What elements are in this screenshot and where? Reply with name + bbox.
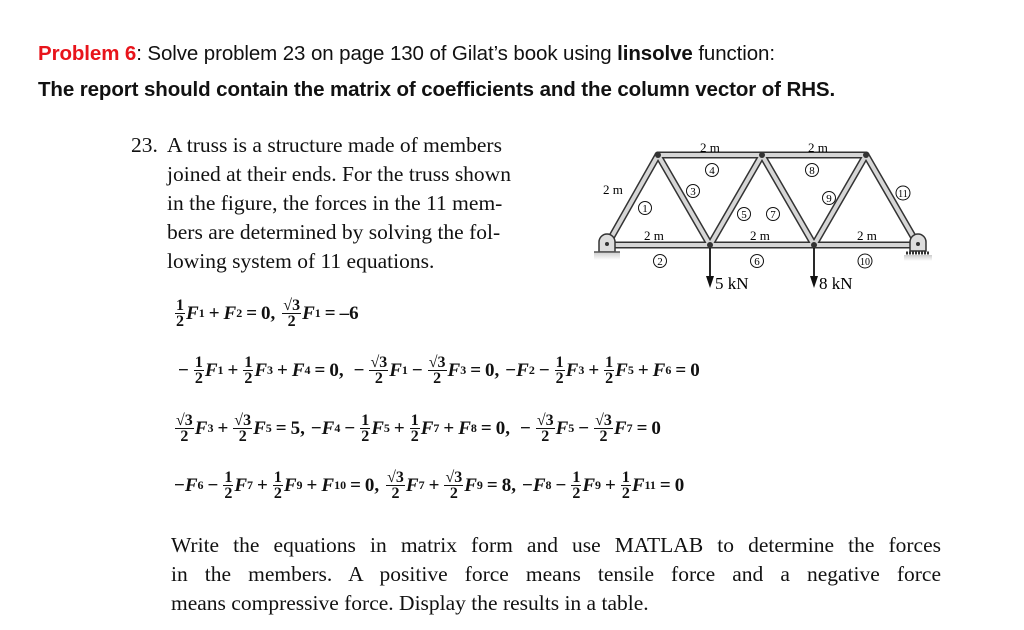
intro-line: joined at their ends. For the truss shown bbox=[167, 162, 511, 186]
member-label-9 bbox=[823, 192, 836, 206]
dimension-label: 2 m bbox=[750, 228, 770, 243]
svg-text:6: 6 bbox=[754, 256, 760, 268]
member-label-2 bbox=[654, 255, 667, 269]
member-label-6 bbox=[751, 255, 764, 269]
closing-line: Write the equations in matrix form and use MATLAB to determine the forces bbox=[171, 533, 941, 557]
svg-text:1: 1 bbox=[642, 203, 648, 215]
equation-row-4: − F 6 − $\frac{1}{2}$ F 7 + $\frac{1}{2}$ F 9 + F 10 = 0 , $\frac{√3}{2}$ F 7 + $\frac{√3}{2}$ F 9 = 8 , − F 8 − $\frac{1}{2}$ F 9 + $\frac{1}{2}$ F 11 = 0 bbox=[174, 469, 685, 502]
svg-text:11: 11 bbox=[898, 189, 908, 200]
load-label-5kn: 5 kN bbox=[715, 274, 749, 293]
dimension-label: 2 m bbox=[603, 182, 623, 197]
problem-number: 23. bbox=[131, 133, 158, 157]
svg-text:7: 7 bbox=[770, 209, 776, 221]
dimension-label: 2 m bbox=[700, 140, 720, 155]
equation-row-1: $\frac{1}{2}$ F 1 + F 2 = 0 , $\frac{√3}{2}$ F 1 = –6 bbox=[176, 297, 359, 330]
svg-text:2: 2 bbox=[657, 256, 663, 268]
member-label-3 bbox=[687, 185, 700, 199]
problem-label: Problem 6 bbox=[38, 42, 137, 65]
dimension-label: 2 m bbox=[857, 228, 877, 243]
intro-line: A truss is a structure made of members bbox=[167, 133, 502, 157]
member-label-8 bbox=[806, 164, 819, 178]
member-label-10 bbox=[858, 254, 872, 268]
load-label-8kn: 8 kN bbox=[819, 274, 853, 293]
closing-line: in the members. A positive force means tensile force and a negative force bbox=[171, 562, 941, 586]
svg-text:4: 4 bbox=[709, 165, 715, 177]
function-name: linsolve bbox=[617, 42, 693, 65]
member-label-1 bbox=[639, 202, 652, 216]
equation-row-2: − $\frac{1}{2}$ F 1 + $\frac{1}{2}$ F 3 + F 4 = 0 , − $\frac{√3}{2}$ F 1 − $\frac{√3}{2}$ F 3 = 0 , − F 2 − $\frac{1}{2}$ F 3 + $\frac{1}{2}$ F 5 + F 6 = 0 bbox=[178, 354, 700, 387]
member-label-5 bbox=[738, 208, 751, 222]
closing-line: means compressive force. Display the results in a table. bbox=[171, 591, 649, 615]
member-label-7 bbox=[767, 208, 780, 222]
svg-text:9: 9 bbox=[826, 193, 832, 205]
dimension-label: 2 m bbox=[808, 140, 828, 155]
dimension-label: 2 m bbox=[644, 228, 664, 243]
instruction-prefix: : Solve problem 23 on page 130 of Gilat’s book using bbox=[136, 42, 618, 65]
load-arrow-8kn bbox=[810, 248, 853, 293]
fraction: $\frac{1}{2}$ bbox=[176, 297, 184, 330]
truss-figure bbox=[590, 132, 940, 297]
member-label-11 bbox=[896, 186, 910, 200]
svg-text:5: 5 bbox=[741, 209, 747, 221]
problem-heading bbox=[38, 42, 775, 66]
svg-text:10: 10 bbox=[860, 257, 870, 268]
member-label-4 bbox=[706, 164, 719, 178]
intro-line: bers are determined by solving the fol- bbox=[167, 220, 501, 244]
svg-text:8: 8 bbox=[809, 165, 815, 177]
intro-line: in the figure, the forces in the 11 mem- bbox=[167, 191, 503, 215]
instruction-suffix: function: bbox=[692, 42, 775, 65]
report-requirement: The report should contain the matrix of coefficients and the column vector of RHS. bbox=[38, 78, 836, 101]
equation-row-3: $\frac{√3}{2}$ F 3 + $\frac{√3}{2}$ F 5 = 5 , − F 4 − $\frac{1}{2}$ F 5 + $\frac{1}{2}$ F 7 + F 8 = 0 , − $\frac{√3}{2}$ F 5 − $\frac{√3}{2}$ F 7 = 0 bbox=[176, 412, 661, 445]
svg-text:3: 3 bbox=[690, 186, 696, 198]
problem-closing bbox=[171, 531, 941, 618]
intro-line: lowing system of 11 equations. bbox=[167, 249, 435, 273]
load-arrow-5kn bbox=[706, 248, 749, 293]
